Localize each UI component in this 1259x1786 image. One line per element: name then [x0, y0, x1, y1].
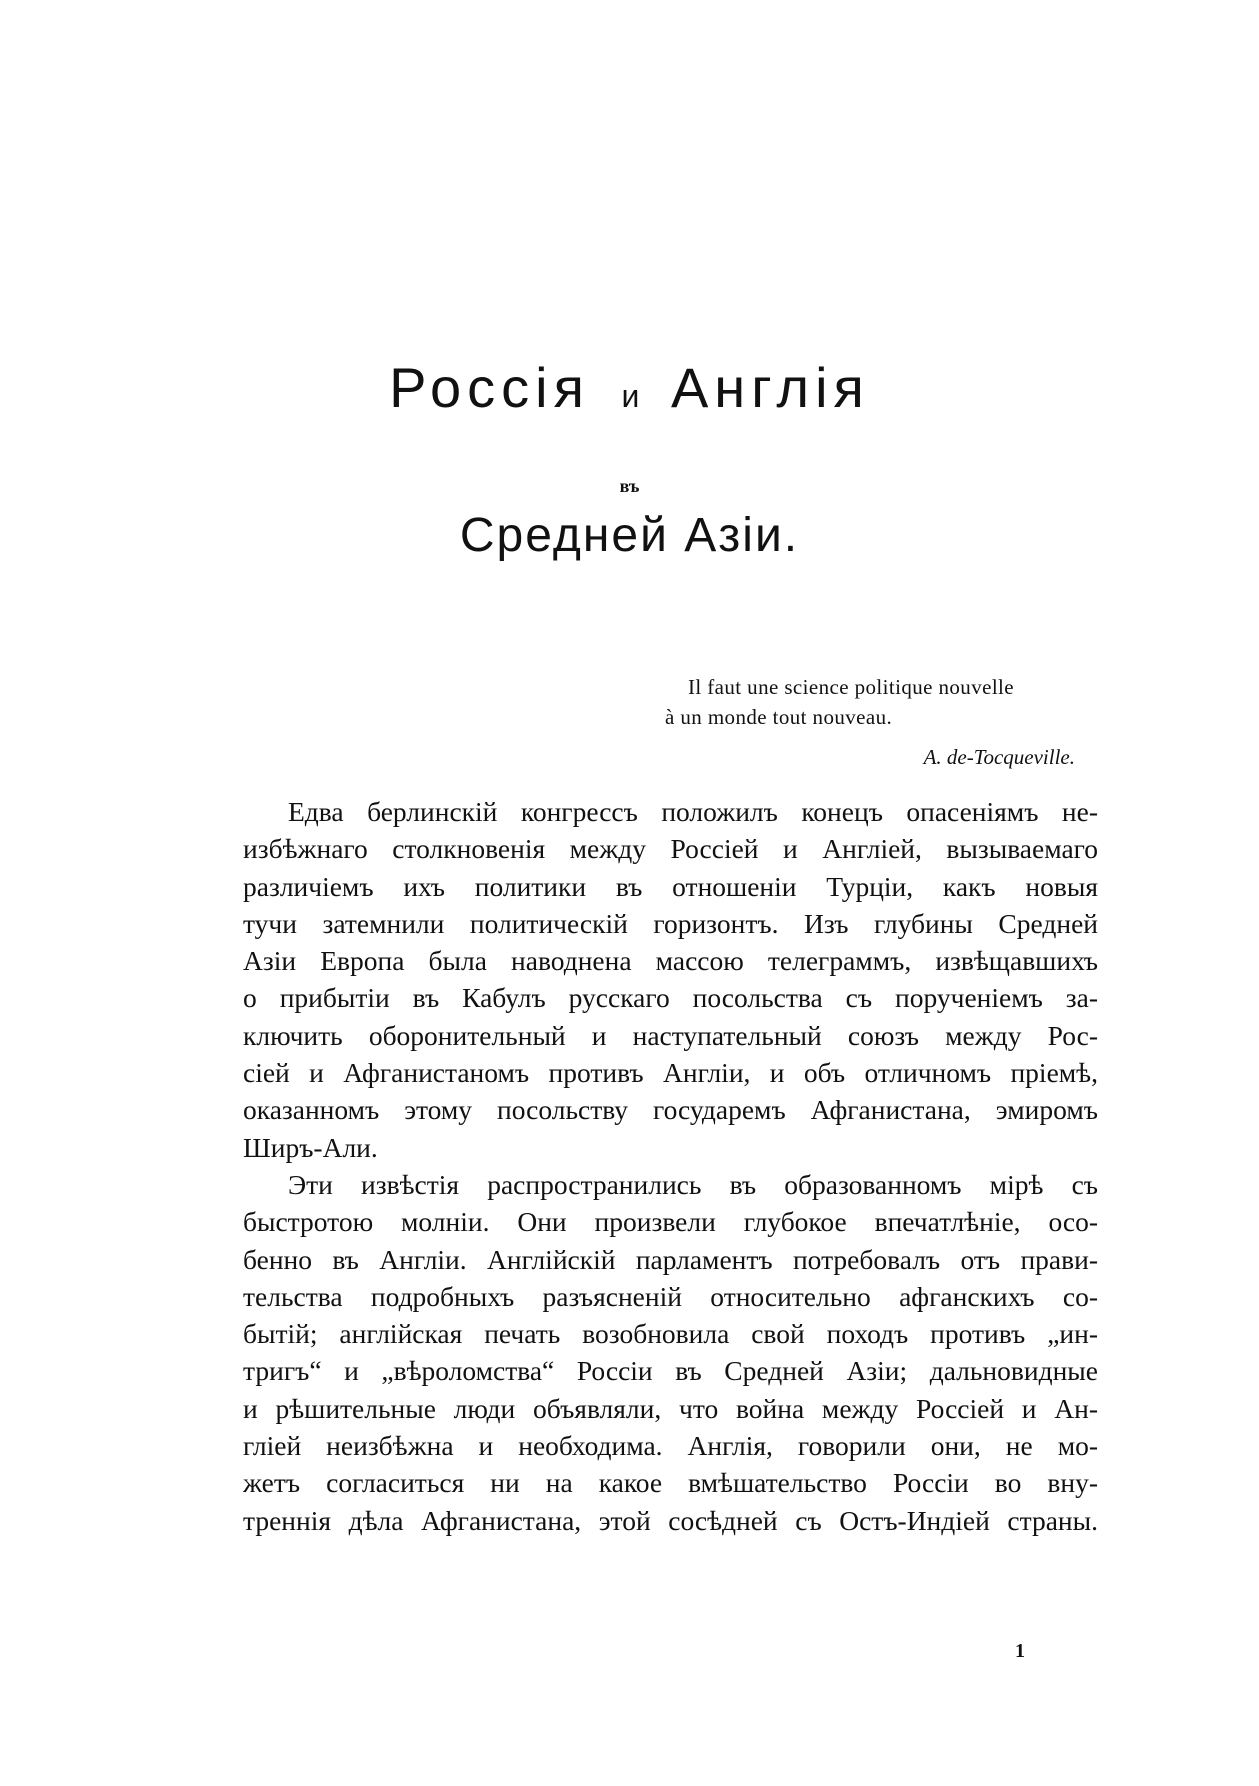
title-preposition: въ [619, 476, 640, 496]
text-line: бытій; англійская печать возобновила свой походъ противъ „ин- [243, 1318, 1098, 1350]
epigraph [665, 672, 1105, 772]
text-line: и рѣшительные люди объявляли, что война между Россіей и Ан- [243, 1392, 1098, 1424]
title-subtitle: Средней Азіи. [459, 509, 800, 562]
title-conjunction: и [621, 378, 640, 414]
title-word-russia: Россія [389, 356, 590, 419]
epigraph-line-1: Il faut une science politique nouvelle [688, 675, 1015, 699]
page-number: 1 [1015, 1640, 1025, 1662]
body-text [243, 793, 1098, 1539]
text-line: различіемъ ихъ политики въ отношеніи Турціи, какъ новыя [243, 870, 1098, 902]
text-line: оказанномъ этому посольству государемъ Афганистана, эмиромъ [243, 1094, 1098, 1126]
title-word-england: Англія [670, 356, 870, 419]
text-line: треннія дѣла Афганистана, этой сосѣдней съ Остъ-Индіей страны. [243, 1504, 1098, 1536]
text-line: бенно въ Англіи. Англійскій парламентъ потребовалъ отъ прави- [243, 1243, 1098, 1275]
text-line: ключить оборонительный и наступательный союзъ между Рос- [243, 1019, 1098, 1051]
text-line: сіей и Афганистаномъ противъ Англіи, и объ отличномъ пріемѣ, [243, 1057, 1098, 1089]
text-line: о прибытіи въ Кабулъ русскаго посольства съ порученіемъ за- [243, 982, 1098, 1014]
text-line: тучи затемнили политическій горизонтъ. Изъ глубины Средней [243, 907, 1098, 939]
epigraph-line-2: à un monde tout nouveau. [665, 705, 893, 729]
text-line: Эти извѣстія распространились въ образованномъ мірѣ съ [288, 1168, 1098, 1200]
title-main [0, 356, 1259, 419]
epigraph-author: A. de-Tocqueville. [923, 745, 1075, 769]
text-line: гліей неизбѣжна и необходима. Англія, говорили они, не мо- [243, 1430, 1098, 1462]
text-line: жетъ согласиться ни на какое вмѣшательство Россіи во вну- [243, 1467, 1098, 1499]
text-line: Ширъ-Али. [243, 1131, 378, 1163]
text-line: быстротою молніи. Они произвели глубокое впечатлѣніе, осо- [243, 1206, 1098, 1238]
text-line: избѣжнаго столкновенія между Россіей и Англіей, вызываемаго [243, 833, 1098, 865]
text-line: Едва берлинскій конгрессъ положилъ конецъ опасеніямъ не- [288, 796, 1098, 827]
text-line: Азіи Европа была наводнена массою телеграммъ, извѣщавшихъ [243, 945, 1098, 977]
text-line: тельства подробныхъ разъясненій относительно афганскихъ со- [243, 1280, 1098, 1312]
text-line: тригъ“ и „вѣроломства“ Россіи въ Средней Азіи; дальновидные [243, 1355, 1098, 1387]
